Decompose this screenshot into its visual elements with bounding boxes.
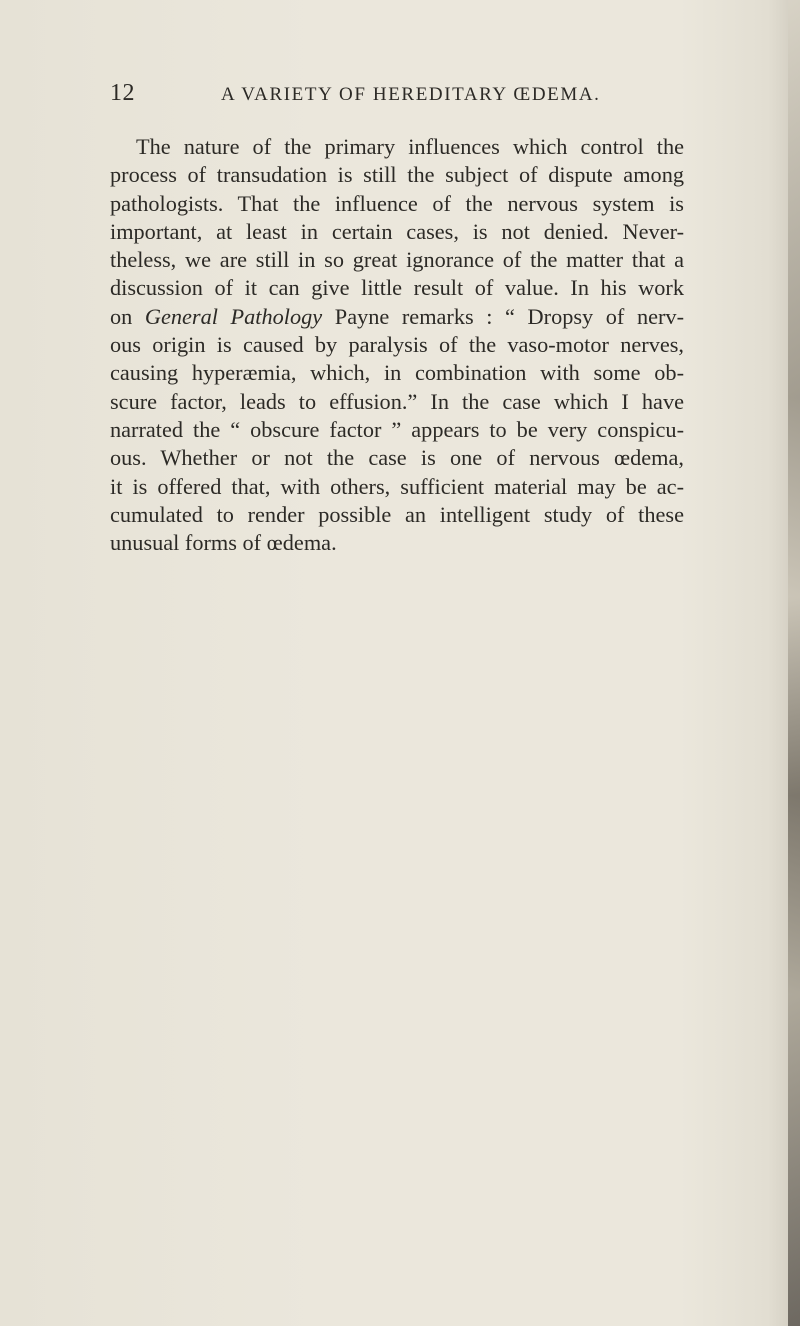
text-line: it is offered that, with others, sufficient material may be ac- xyxy=(110,473,684,499)
text-line: ous origin is caused by paralysis of the vaso-motor nerves, xyxy=(110,332,684,358)
text-line: theless, we are still in so great ignorance of the matter that a xyxy=(110,247,684,273)
text-line: important, at least in certain cases, is not denied. Never- xyxy=(110,218,684,244)
text-fragment: Payne remarks : “ Dropsy of nerv- xyxy=(322,303,684,329)
text-fragment: on xyxy=(110,303,145,329)
text-line: discussion of it can give little result of value. In his work xyxy=(110,275,684,301)
body-paragraph xyxy=(110,133,684,557)
running-title: A VARIETY OF HEREDITARY ŒDEMA. xyxy=(221,84,601,105)
text-line: pathologists. That the influence of the nervous system is xyxy=(110,190,684,216)
page-edge-shadow xyxy=(788,0,800,1326)
text-line: ous. Whether or not the case is one of nervous œdema, xyxy=(110,445,684,471)
text-line: unusual forms of œdema. xyxy=(110,530,337,556)
text-line: cumulated to render possible an intelligent study of these xyxy=(110,501,684,527)
text-line-with-italic xyxy=(110,303,684,331)
text-line: scure factor, leads to effusion.” In the case which I have xyxy=(110,388,684,414)
text-line: The nature of the primary influences which control the xyxy=(136,134,684,159)
page-number: 12 xyxy=(110,80,135,106)
text-line: causing hyperæmia, which, in combination with some ob- xyxy=(110,360,684,386)
book-title-italic: General Pathology xyxy=(144,303,323,329)
text-line: process of transudation is still the subject of dispute among xyxy=(110,162,684,188)
page-header xyxy=(110,80,670,110)
text-line: narrated the “ obscure factor ” appears to be very conspicu- xyxy=(110,416,684,442)
